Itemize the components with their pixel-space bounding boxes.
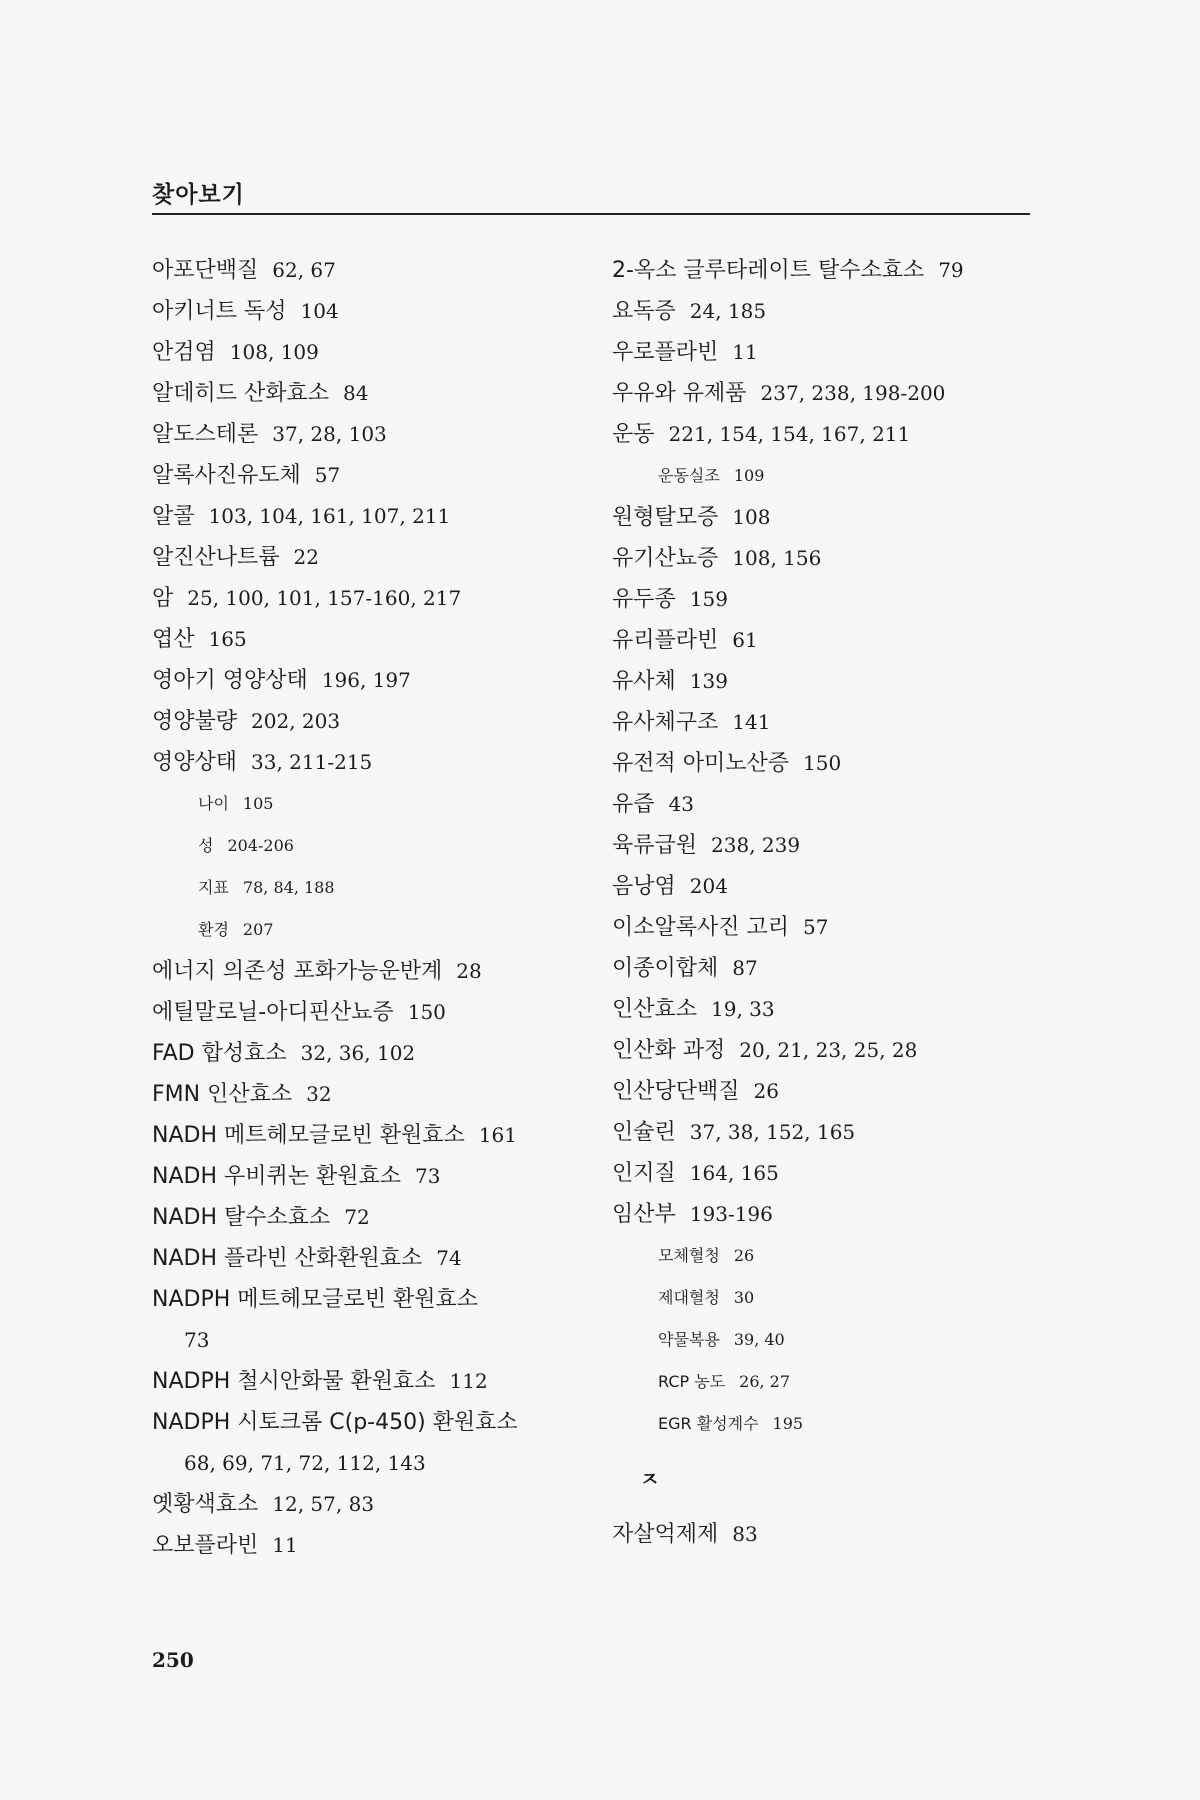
index-entry: 에너지 의존성 포화가능운반계 28 (152, 959, 482, 984)
index-entry: 음낭염 204 (612, 874, 728, 899)
index-entry: 인산당단백질 26 (612, 1079, 779, 1104)
index-entry: 오보플라빈 11 (152, 1533, 298, 1558)
index-entry: 유전적 아미노산증 150 (612, 751, 842, 776)
index-entry: 인산화 과정 20, 21, 23, 25, 28 (612, 1038, 918, 1063)
index-column-left (152, 250, 582, 1566)
index-entry: NADPH 시토크롬 C(p-450) 환원효소 68, 69, 71, 72, 112, 143 (152, 1410, 518, 1475)
index-entry: 요독증 24, 185 (612, 299, 767, 324)
index-subentry: RCP 농도 26, 27 (658, 1372, 791, 1391)
index-entry: 알도스테론 37, 28, 103 (152, 422, 387, 447)
index-entry: NADPH 철시안화물 환원효소 112 (152, 1369, 488, 1394)
index-entry: 임산부 193-196 (612, 1202, 773, 1227)
index-entry: 자살억제제 83 (612, 1522, 758, 1547)
index-entry: 인산효소 19, 33 (612, 997, 775, 1022)
section-letter: ㅈ (640, 1467, 660, 1491)
index-entry: 원형탈모증 108 (612, 505, 771, 530)
index-entry: 인슐린 37, 38, 152, 165 (612, 1120, 856, 1145)
index-entry: NADH 탈수소효소 72 (152, 1205, 370, 1230)
index-entry: 유리플라빈 61 (612, 628, 758, 653)
index-subentry: 나이 105 (198, 794, 274, 813)
index-entry: NADPH 메트헤모글로빈 환원효소 73 (152, 1287, 479, 1352)
index-entry: 옛황색효소 12, 57, 83 (152, 1492, 375, 1517)
index-subentry: 지표 78, 84, 188 (198, 878, 335, 897)
index-entry: 알데히드 산화효소 84 (152, 381, 369, 406)
index-subentry: 성 204-206 (198, 836, 294, 855)
index-entry: 인지질 164, 165 (612, 1161, 779, 1186)
index-entry: 우유와 유제품 237, 238, 198-200 (612, 381, 946, 406)
index-entry: 2-옥소 글루타레이트 탈수소효소 79 (612, 258, 964, 283)
index-entry: 유즙 43 (612, 792, 694, 817)
index-entry: FAD 합성효소 32, 36, 102 (152, 1041, 416, 1066)
index-entry: 알록사진유도체 57 (152, 463, 341, 488)
index-entry: 운동 221, 154, 154, 167, 211 (612, 422, 911, 447)
page-title: 찾아보기 (152, 182, 245, 208)
index-entry: 육류급원 238, 239 (612, 833, 801, 858)
index-entry: 알진산나트륨 22 (152, 545, 319, 570)
index-entry: NADH 메트헤모글로빈 환원효소 161 (152, 1123, 517, 1148)
index-entry: 암 25, 100, 101, 157-160, 217 (152, 586, 462, 611)
index-entry: 영양불량 202, 203 (152, 709, 341, 734)
index-entry: FMN 인산효소 32 (152, 1082, 332, 1107)
index-subentry: 모체혈청 26 (658, 1246, 755, 1265)
index-entry: 유기산뇨증 108, 156 (612, 546, 822, 571)
index-subentry: 약물복용 39, 40 (658, 1330, 785, 1349)
index-entry: 영양상태 33, 211-215 (152, 750, 373, 775)
index-entry: 유사체 139 (612, 669, 728, 694)
index-entry: 영아기 영양상태 196, 197 (152, 668, 411, 693)
index-entry: 아키너트 독성 104 (152, 299, 339, 324)
index-entry: 에틸말로닐-아디핀산뇨증 150 (152, 1000, 446, 1025)
index-entry: 엽산 165 (152, 627, 247, 652)
index-entry: 이소알록사진 고리 57 (612, 915, 829, 940)
index-entry: NADH 플라빈 산화환원효소 74 (152, 1246, 462, 1271)
index-entry: 유사체구조 141 (612, 710, 771, 735)
index-entry: NADH 우비퀴논 환원효소 73 (152, 1164, 441, 1189)
index-entry: 안검염 108, 109 (152, 340, 319, 365)
index-subentry: 환경 207 (198, 920, 274, 939)
page-number: 250 (152, 1648, 194, 1672)
index-entry: 아포단백질 62, 67 (152, 258, 336, 283)
page-header (152, 176, 1030, 215)
index-entry: 이종이합체 87 (612, 956, 758, 981)
index-subentry: 제대혈청 30 (658, 1288, 755, 1307)
index-entry: 우로플라빈 11 (612, 340, 758, 365)
index-entry: 유두종 159 (612, 587, 728, 612)
index-subentry: EGR 활성계수 195 (658, 1414, 804, 1433)
index-entry: 알콜 103, 104, 161, 107, 211 (152, 504, 451, 529)
index-subentry: 운동실조 109 (658, 466, 765, 485)
index-column-right (612, 250, 1042, 1555)
